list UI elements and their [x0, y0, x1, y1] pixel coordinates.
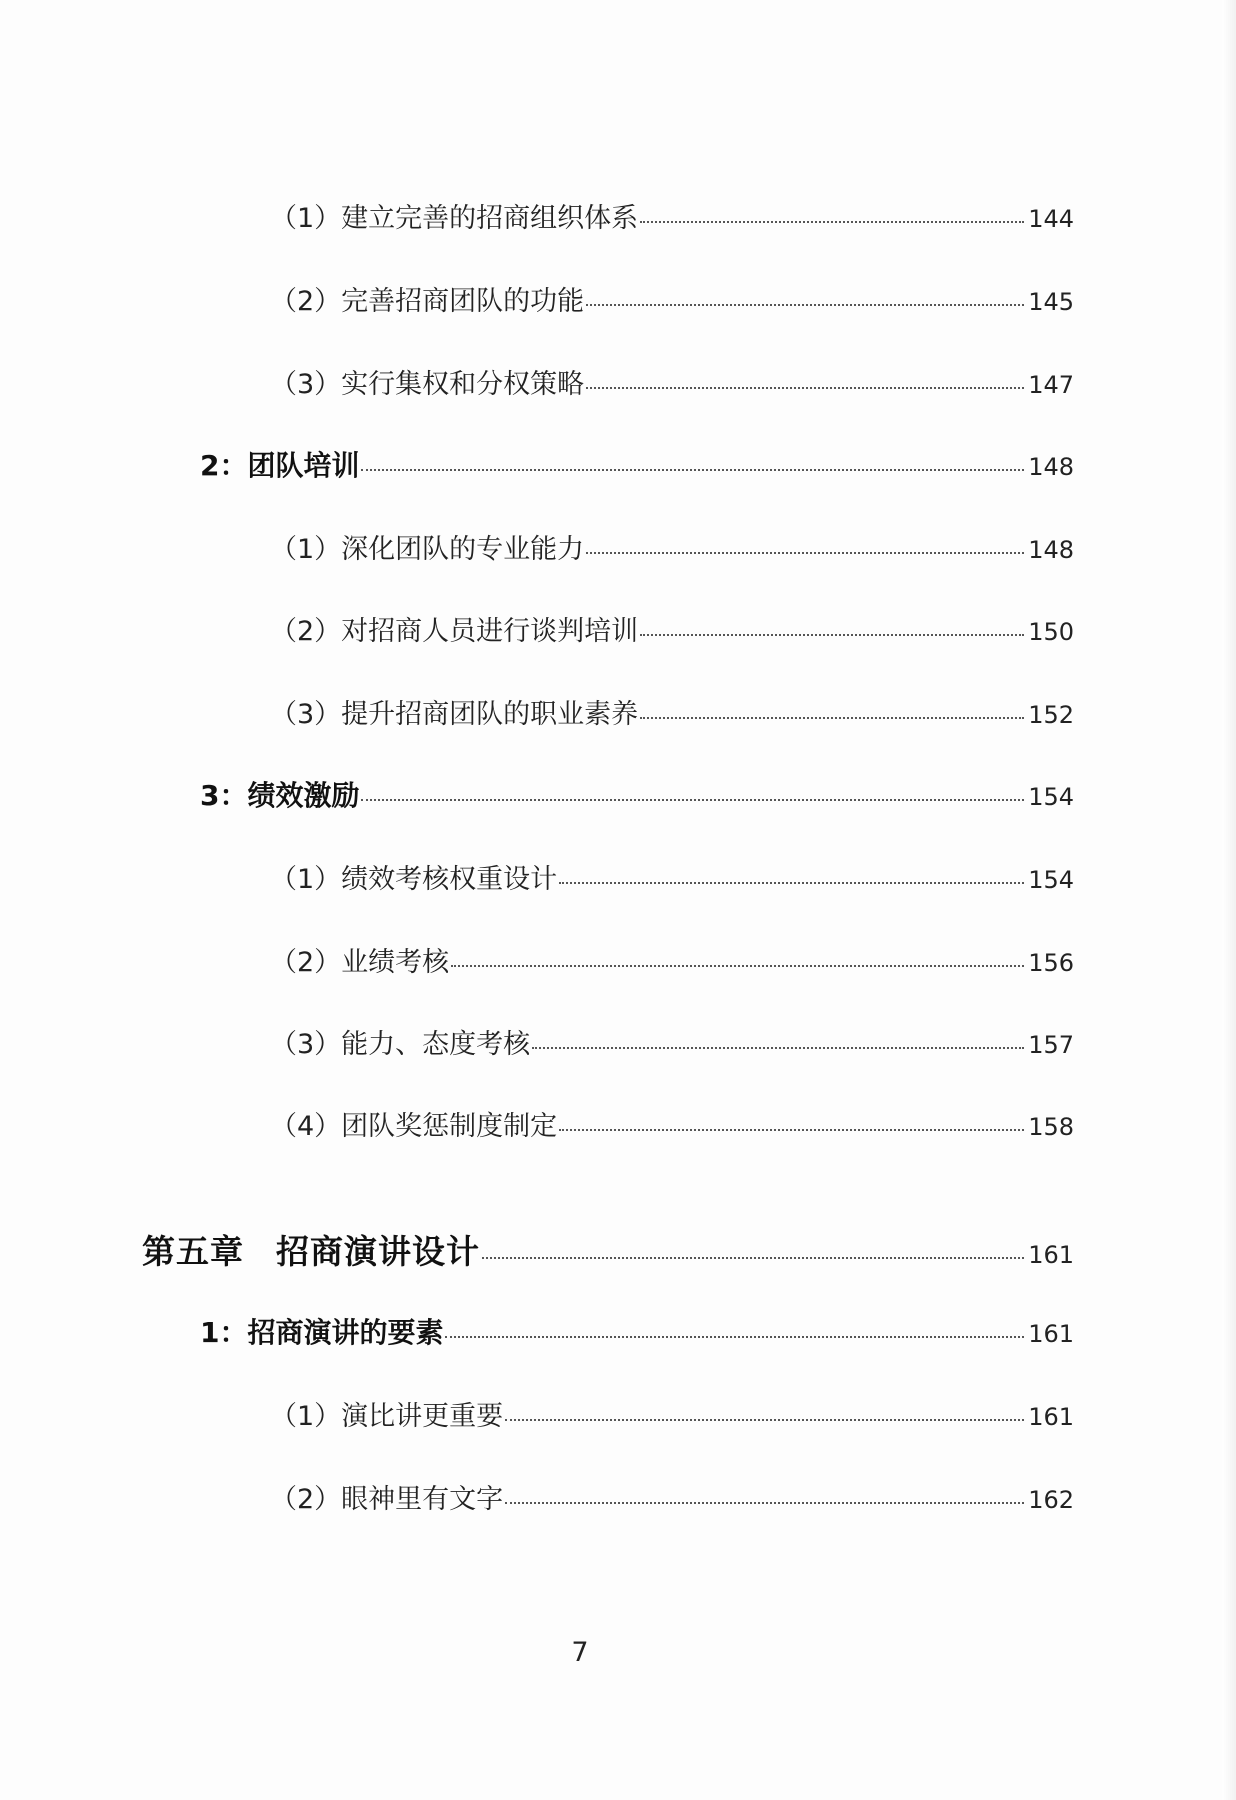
toc-page-number: 152: [1028, 701, 1074, 729]
toc-chapter-label: [142, 1226, 480, 1273]
dot-leader: [640, 634, 1024, 636]
toc-page-number: 147: [1028, 371, 1074, 399]
toc-page-number: 157: [1028, 1031, 1074, 1059]
toc-entry-label: （3）能力、态度考核: [270, 1029, 531, 1060]
dot-leader: [505, 1502, 1024, 1504]
toc-entry-label: （2）对招商人员进行谈判培训: [270, 616, 639, 647]
chapter-number: 第五章: [142, 1232, 244, 1271]
toc-entry-label: （1）绩效考核权重设计: [270, 864, 558, 895]
toc-page-number: 162: [1028, 1486, 1074, 1514]
dot-leader: [586, 387, 1024, 389]
toc-page-number: 148: [1028, 453, 1074, 481]
dot-leader: [640, 717, 1024, 719]
toc-entry-label: （4）团队奖惩制度制定: [270, 1111, 558, 1142]
toc-entry[interactable]: [270, 362, 1074, 401]
toc-page-number: 145: [1028, 288, 1074, 316]
toc-page-number: 154: [1028, 783, 1074, 811]
page-number: 7: [571, 1637, 589, 1668]
toc-entry-label: （1）建立完善的招商组织体系: [270, 203, 639, 234]
dot-leader: [586, 552, 1024, 554]
toc-entry[interactable]: [270, 1477, 1074, 1516]
toc-page-number: 148: [1028, 536, 1074, 564]
scan-edge-shadow: [1222, 0, 1236, 1800]
toc-page-number: 156: [1028, 949, 1074, 977]
toc-page-number: 161: [1028, 1403, 1074, 1431]
toc-page-number: 154: [1028, 866, 1074, 894]
dot-leader: [586, 304, 1024, 306]
toc-entry[interactable]: [270, 1394, 1074, 1433]
dot-leader: [445, 1336, 1024, 1338]
toc-entry[interactable]: [270, 609, 1074, 648]
dot-leader: [532, 1047, 1024, 1049]
toc-section-entry[interactable]: [200, 774, 1074, 814]
dot-leader: [361, 799, 1024, 801]
dot-leader: [451, 965, 1024, 967]
toc-section-label: 2：团队培训: [200, 449, 360, 482]
dot-leader: [482, 1257, 1024, 1259]
toc-section-entry[interactable]: [200, 444, 1074, 484]
toc-page-number: 150: [1028, 618, 1074, 646]
toc-page-number: 161: [1028, 1241, 1074, 1269]
dot-leader: [640, 221, 1024, 223]
chapter-title: 招商演讲设计: [276, 1232, 480, 1271]
toc-entry-label: （1）演比讲更重要: [270, 1401, 504, 1432]
toc-entry[interactable]: [270, 279, 1074, 318]
toc-page-number: 144: [1028, 205, 1074, 233]
toc-page-number: 158: [1028, 1113, 1074, 1141]
toc-entry[interactable]: [270, 940, 1074, 979]
toc-entry[interactable]: [270, 527, 1074, 566]
dot-leader: [361, 469, 1024, 471]
dot-leader: [559, 1129, 1024, 1131]
toc-entry-label: （3）实行集权和分权策略: [270, 369, 585, 400]
toc-entry-label: （2）完善招商团队的功能: [270, 286, 585, 317]
toc-section-label: 3：绩效激励: [200, 779, 360, 812]
toc-entry-label: （2）业绩考核: [270, 947, 450, 978]
toc-section-entry[interactable]: [200, 1311, 1074, 1351]
toc-entry[interactable]: [270, 196, 1074, 235]
toc-entry[interactable]: [270, 1104, 1074, 1143]
toc-section-label: 1：招商演讲的要素: [200, 1316, 444, 1349]
toc-page-number: 161: [1028, 1320, 1074, 1348]
toc-entry[interactable]: [270, 692, 1074, 731]
toc-entry[interactable]: [270, 857, 1074, 896]
toc-entry-label: （1）深化团队的专业能力: [270, 534, 585, 565]
toc-entry-label: （2）眼神里有文字: [270, 1484, 504, 1515]
toc-entry-label: （3）提升招商团队的职业素养: [270, 699, 639, 730]
toc-entry[interactable]: [270, 1022, 1074, 1061]
dot-leader: [505, 1419, 1024, 1421]
dot-leader: [559, 882, 1024, 884]
toc-chapter-entry[interactable]: [142, 1226, 1074, 1273]
